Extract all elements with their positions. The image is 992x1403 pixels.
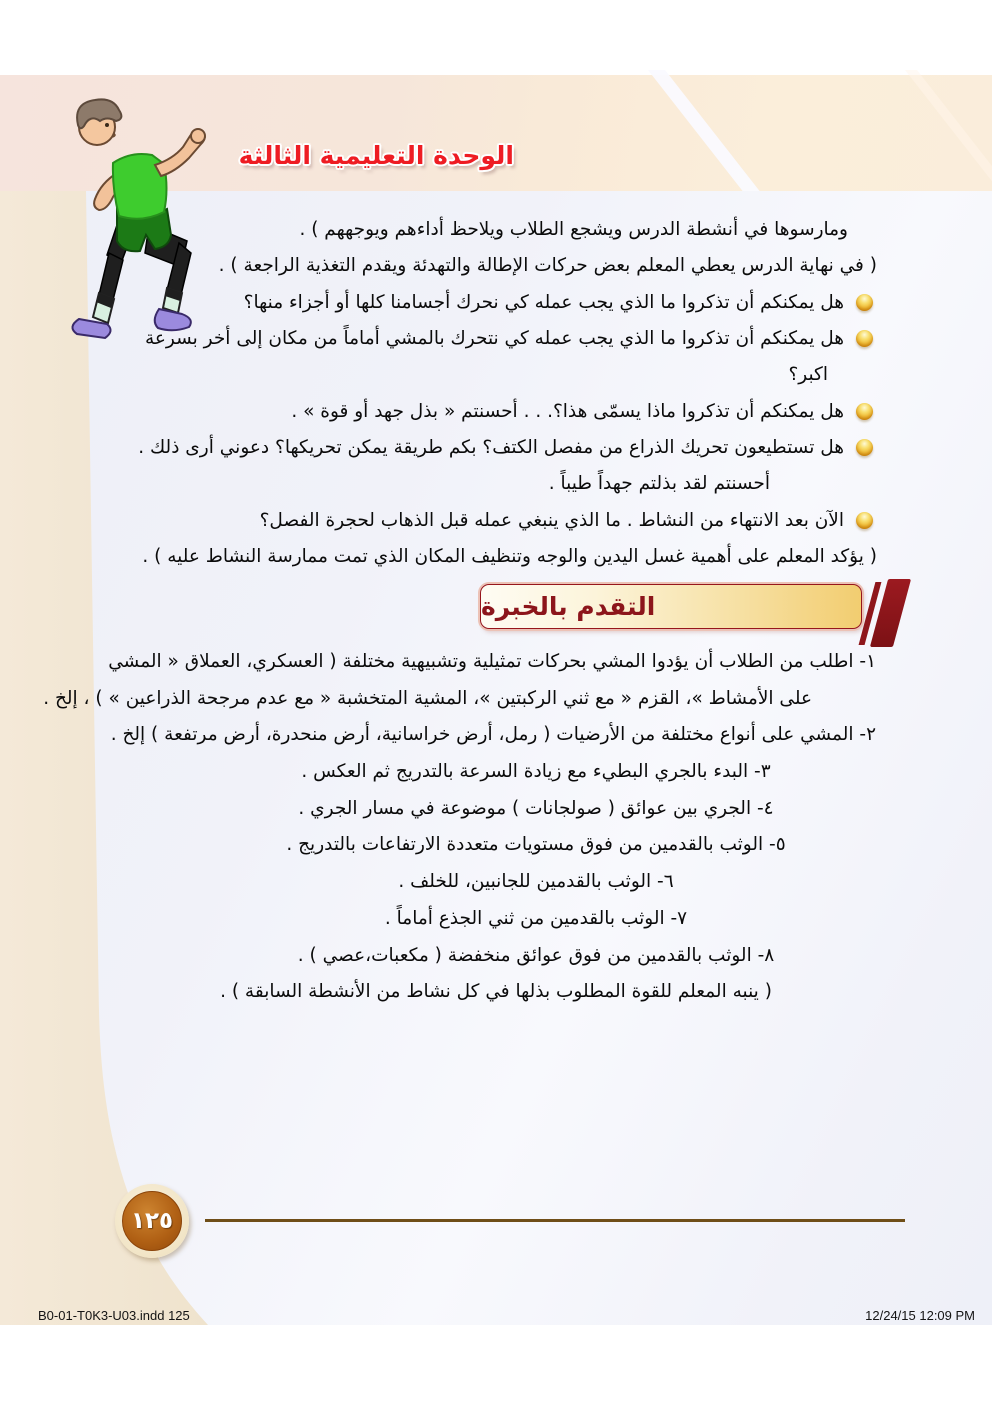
question-text: هل تستطيعون تحريك الذراع من مفصل الكتف؟ بكم طريقة يمكن تحريكها؟ دعوني أرى ذلك . (138, 437, 844, 459)
golden-bead-icon (856, 330, 873, 347)
question-continuation: أحسنتم لقد بذلتم جهداً طيباً . (548, 473, 770, 495)
closing-note: ( ينبه المعلم للقوة المطلوب بذلها في كل نشاط من الأنشطة السابقة ) . (220, 981, 772, 1003)
question-item (60, 394, 890, 430)
page-number: ١٢٥ (122, 1191, 182, 1251)
intro-line: ومارسوها في أنشطة الدرس ويشجع الطلاب ويلاحظ أداءهم ويوجههم ) . (299, 219, 848, 240)
list-item: ٧- الوثب بالقدمين من ثني الجذع أماماً . (384, 907, 688, 929)
list-item: ٣- البدء بالجري البطيء مع زيادة السرعة بالتدريج ثم العكس . (301, 761, 771, 783)
list-item: ٨- الوثب بالقدمين من فوق عوائق منخفضة ( مكعبات،عصي ) . (297, 944, 775, 966)
golden-bead-icon (856, 439, 873, 456)
list-item: ٦- الوثب بالقدمين للجانبين، للخلف . (398, 871, 674, 893)
golden-bead-icon (856, 294, 873, 311)
question-text: الآن بعد الانتهاء من النشاط . ما الذي ينبغي عمله قبل الذهاب لحجرة الفصل؟ (259, 509, 844, 531)
section-title: التقدم بالخبرة (481, 592, 656, 621)
progression-list (43, 644, 892, 1011)
intro-text-block (60, 212, 890, 575)
question-text: هل يمكنكم أن تذكروا ما الذي يجب عمله كي نحرك أجسامنا كلها أو أجزاء منها؟ (243, 291, 844, 313)
section-banner (480, 584, 862, 629)
question-item (60, 285, 890, 321)
teacher-note: ( في نهاية الدرس يعطي المعلم بعض حركات الإطالة والتهدئة ويقدم التغذية الراجعة ) . (218, 255, 877, 277)
list-item: ٥- الوثب بالقدمين من فوق مستويات متعددة الارتفاعات بالتدريج . (286, 834, 786, 856)
question-continuation: اكبر؟ (788, 364, 828, 386)
teacher-note: ( يؤكد المعلم على أهمية غسل اليدين والوجه وتنظيف المكان الذي تمت ممارسة النشاط عليه ) . (142, 546, 877, 568)
question-item (60, 503, 890, 539)
print-timestamp: 12/24/15 12:09 PM (865, 1308, 975, 1323)
question-text: هل يمكنكم أن تذكروا ماذا يسمّى هذا؟. . . أحسنتم « بذل جهد أو قوة » . (291, 400, 844, 422)
golden-bead-icon (856, 403, 873, 420)
list-item: ٢- المشي على أنواع مختلفة من الأرضيات ( رمل، أرض خراسانية، أرض منحدرة، أرض مرتفعة ) إلخ . (110, 724, 876, 746)
footer-rule (205, 1219, 905, 1222)
golden-bead-icon (856, 512, 873, 529)
unit-title: الوحدة التعليمية الثالثة (238, 141, 514, 170)
list-item-continuation: على الأمشاط »، القزم « مع ثني الركبتين »، المشية المتخشبة « مع عدم مرجحة الذراعين » ) ، إلخ . (43, 687, 812, 709)
page-number-badge (115, 1184, 189, 1258)
list-item: ٤- الجري بين عوائق ( صولجانات ) موضوعة في مسار الجري . (298, 797, 774, 819)
question-item (60, 321, 890, 357)
list-item: ١- اطلب من الطلاب أن يؤدوا المشي بحركات تمثيلية وتشبيهية مختلفة ( العسكري، العملاق « المشي (108, 651, 876, 672)
question-text: هل يمكنكم أن تذكروا ما الذي يجب عمله كي نتحرك بالمشي أماماً من مكان إلى أخر بسرعة (144, 328, 844, 350)
question-item (60, 430, 890, 466)
print-filename: B0-01-T0K3-U03.indd 125 (38, 1308, 190, 1323)
